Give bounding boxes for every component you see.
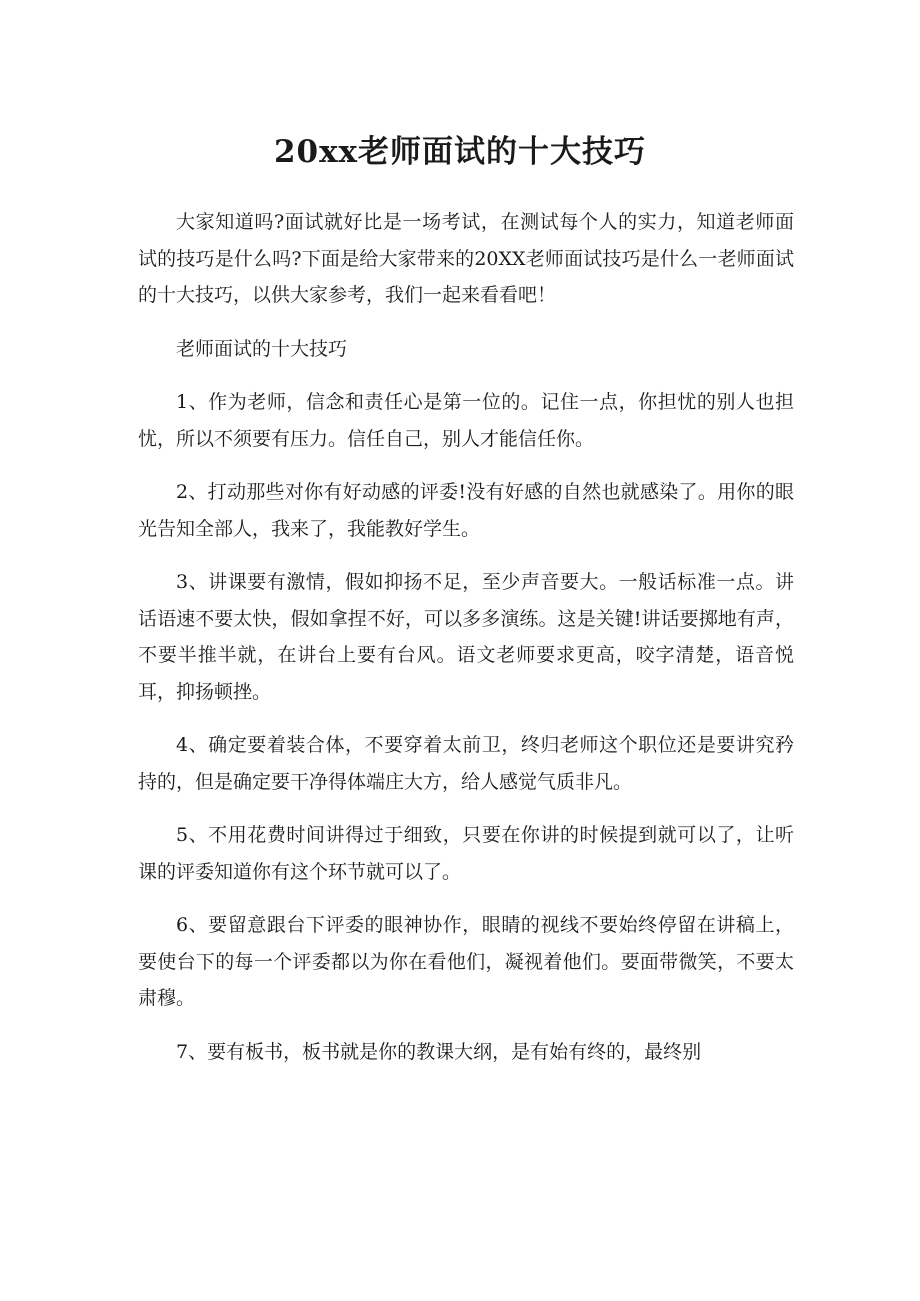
- tip-paragraph-2: 2、打动那些对你有好动感的评委!没有好感的自然也就感染了。用你的眼光告知全部人，我来了，我能教好学生。: [138, 481, 794, 540]
- tip-paragraph-7: 7、要有板书，板书就是你的教课大纲，是有始有终的，最终别: [176, 1040, 702, 1063]
- tip-paragraph-1: 1、作为老师，信念和责任心是第一位的。记住一点，你担忧的别人也担忧，所以不须要有压力。信任自己，别人才能信任你。: [138, 391, 794, 450]
- intro-paragraph: 大家知道吗?面试就好比是一场考试，在测试每个人的实力，知道老师面试的技巧是什么吗?下面是给大家带来的20XX老师面试技巧是什么一老师面试的十大技巧，以供大家参考，我们一起来看看吧！: [138, 211, 794, 306]
- tip-paragraph-5: 5、不用花费时间讲得过于细致，只要在你讲的时候提到就可以了，让听课的评委知道你有这个环节就可以了。: [138, 824, 794, 883]
- section-heading: 老师面试的十大技巧: [176, 337, 348, 360]
- tip-paragraph-4: 4、确定要着装合体，不要穿着太前卫，终归老师这个职位还是要讲究矜持的，但是确定要干净得体端庄大方，给人感觉气质非凡。: [138, 734, 794, 793]
- tip-paragraph-6: 6、要留意跟台下评委的眼神协作，眼睛的视线不要始终停留在讲稿上，要使台下的每一个评委都以为你在看他们，凝视着他们。要面带微笑，不要太肃穆。: [138, 914, 794, 1009]
- document-title: 20xx老师面试的十大技巧: [273, 134, 647, 170]
- tip-paragraph-3: 3、讲课要有激情，假如抑扬不足，至少声音要大。一般话标准一点。讲话语速不要太快，假如拿捏不好，可以多多演练。这是关键!讲话要掷地有声，不要半推半就，在讲台上要有台风。语文老师要求更高，咬字清楚，语音悦耳，抑扬顿挫。: [138, 571, 794, 703]
- document-body: [138, 204, 794, 1087]
